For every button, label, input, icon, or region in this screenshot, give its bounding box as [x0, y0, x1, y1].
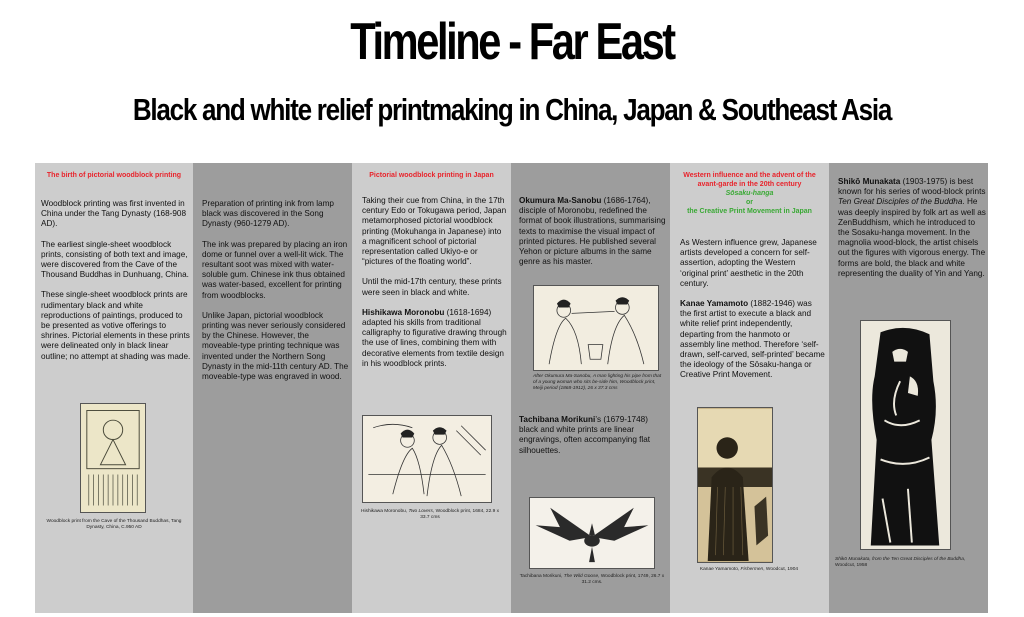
image-caption: Kanae Yamamoto, Fishermen, Woodcut, 1904	[699, 567, 799, 572]
two-lovers-image	[362, 415, 492, 503]
column-text	[519, 415, 667, 466]
column-munakata	[829, 163, 988, 613]
dunhuang-print-image	[80, 403, 146, 513]
column-header: Pictorial woodblock printing in Japan	[369, 172, 494, 179]
column-western-influence	[670, 163, 829, 613]
ten-disciples-image	[860, 320, 951, 550]
column-header: Western influence and the advent of the avant-garde in the 20th century Sōsaku-hanga or the Creative Print Movement in Japan	[683, 172, 816, 215]
column-birth-of-woodblock	[35, 163, 193, 613]
paragraph: The ink was prepared by placing an iron dome or funnel over a well-lit wick. The resultant soot was mixed with water-soluble gum. Chinese ink thus obtained was water-based, excellent for printing from woodblocks.	[202, 239, 348, 300]
paragraph: As Western influence grew, Japanese artists developed a concern for self-assertion, adopting the Western ‘original print’ aesthetic in the 20th century.	[680, 238, 817, 288]
image-caption: Shikō Munakata, from the Ten Great Disciples of the Buddha, Woodcut, 1958	[835, 557, 966, 568]
page-subtitle: Black and white relief printmaking in China, Japan & Southeast Asia	[132, 92, 892, 127]
column-text	[41, 199, 191, 372]
column-text	[680, 238, 825, 391]
image-caption: Tachibana Morikuni, The Wild Goose, Woodblock print, 1749, 26.7 x 31.2 cms.	[519, 574, 665, 585]
paragraph: Okumura Ma-Sanobu (1686-1764), disciple of Moronobu, redefined the format of book illustrations, summarising texts to maximise the visual impact of printed pictures. He published several Yehon or picture albums in the same genre as his master.	[519, 196, 666, 267]
artist-name: Shikō Munakata	[838, 177, 901, 186]
paragraph: These single-sheet woodblock prints are rudimentary black and white reproductions of paintings, produced to be presented as votive offerings to shrines. Pictorial elements in these prints were delineated only in black linear outline; no attempt at shading was made.	[41, 290, 191, 361]
fishermen-image	[697, 407, 773, 563]
paragraph: Tachibana Morikuni’s (1679-1748) black and white prints are linear engravings, often accompanying flat silhouettes.	[519, 415, 651, 455]
column-text	[519, 196, 667, 277]
paragraph: Shikō Munakata (1903-1975) is best known for his series of wood-block prints Ten Great Disciples of the Buddha. He was deeply inspired by folk art as well as ZenBuddhism, which he introduced to the Sosaku-hanga movement. In the magnolia wood-block, the artist chisels out the figures with vigorous energy. The forms are bold, the black and white representing the duality of Yin and Yang.	[838, 177, 986, 278]
paragraph: Until the mid-17th century, these prints were seen in black and white.	[362, 277, 502, 297]
paragraph: The earliest single-sheet woodblock prints, consisting of both text and image, were discovered from the Cave of the Thousand Buddhas in Dunhuang, China.	[41, 239, 189, 280]
page-title: Timeline - Far East	[350, 13, 674, 71]
column-okumura-morikuni	[511, 163, 670, 613]
artist-name: Hishikawa Moronobu	[362, 307, 445, 317]
artist-name: Tachibana Morikuni	[519, 415, 596, 424]
paragraph: Preparation of printing ink from lamp black was discovered in the Song Dynasty (960-1279 AD).	[202, 199, 334, 229]
column-printing-ink	[193, 163, 352, 613]
paragraph: Hishikawa Moronobu (1618-1694) adapted his skills from traditional calligraphy to figurative drawing through the use of lines, combining them with decorative elements from textile design in his woodblock prints.	[362, 307, 507, 368]
paragraph: Taking their cue from China, in the 17th century Edo or Tokugawa period, Japan metamorphosed pictorial woodblock printing (Mokuhanga in Japanese) into a magnificent school of pictorial representation called Ukiyo-e or “pictures of the floating world”.	[362, 196, 507, 267]
image-caption: After Okumura Ma-Sanobu, A man lighting his pipe from that of a young woman who sits be-side him, Woodblock print, Meiji period (1868-1912), 26 x 37.3 cms	[533, 374, 662, 391]
paragraph: Woodblock printing was first invented in China under the Tang Dynasty (168-908 AD).	[41, 199, 187, 229]
paragraph: Unlike Japan, pictorial woodblock printing was never seriously considered by the Chinese. However, the moveable-type printing technique was invented under the Northern Song Dynasty in the mid-11th century AD. The moveable-type was engraved in wood.	[202, 310, 349, 382]
man-lighting-pipe-image	[533, 285, 659, 371]
column-header: The birth of pictorial woodblock printing	[46, 172, 182, 179]
image-caption: Hishikawa Moronobu, Two Lovers, Woodblock print, 1684, 22.9 x 33.7 cms	[361, 509, 499, 520]
column-text	[362, 196, 508, 379]
column-japan-woodblock	[352, 163, 511, 613]
image-caption: Woodblock print from the Cave of the Thousand Buddhas, Tang Dynasty, China, C.950 AD	[46, 519, 182, 530]
column-text	[202, 199, 349, 392]
column-text	[838, 177, 986, 289]
paragraph: Kanae Yamamoto (1882-1946) was the first artist to execute a black and white relief print independently, departing from the hanmoto or assembly line method. Therefore ‘self-drawn, self-carved, self-printed’ became the ideology of the Sōsaku-hanga or Creative Print Movement.	[680, 299, 825, 380]
artist-name: Okumura Ma-Sanobu	[519, 196, 602, 205]
wild-goose-image	[529, 497, 655, 569]
artist-name: Kanae Yamamoto	[680, 299, 749, 309]
